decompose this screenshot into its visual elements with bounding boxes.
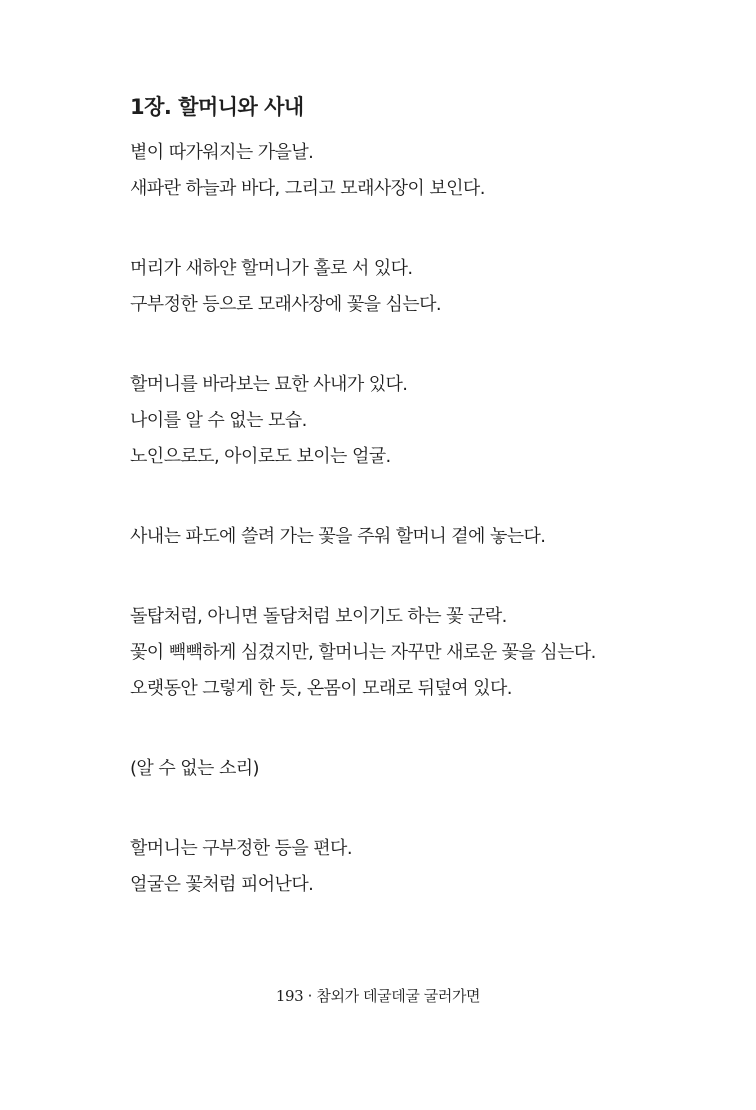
text-line: (알 수 없는 소리)	[130, 758, 259, 779]
text-line: 돌탑처럼, 아니면 돌담처럼 보이기도 하는 꽃 군락.	[130, 606, 507, 627]
stanza	[130, 831, 650, 903]
stanza-gap	[130, 207, 650, 251]
text-line: 새파란 하늘과 바다, 그리고 모래사장이 보인다.	[130, 178, 485, 199]
body-text	[130, 135, 650, 903]
stanza-gap	[130, 475, 650, 519]
chapter-title: 1장. 할머니와 사내	[130, 95, 304, 119]
text-line: 머리가 새하얀 할머니가 홀로 서 있다.	[130, 258, 413, 279]
text-line: 할머니는 구부정한 등을 편다.	[130, 838, 352, 859]
text-line: 오랫동안 그렇게 한 듯, 온몸이 모래로 뒤덮여 있다.	[130, 678, 512, 699]
stanza-gap	[130, 555, 650, 599]
stanza	[130, 599, 650, 707]
stanza	[130, 751, 650, 787]
stanza-gap	[130, 787, 650, 831]
text-line: 나이를 알 수 없는 모습.	[130, 410, 307, 431]
text-line: 할머니를 바라보는 묘한 사내가 있다.	[130, 374, 408, 395]
stanza-gap	[130, 707, 650, 751]
text-line: 꽃이 빽빽하게 심겼지만, 할머니는 자꾸만 새로운 꽃을 심는다.	[130, 642, 596, 663]
stanza	[130, 135, 650, 207]
page-footer	[0, 984, 756, 1008]
text-line: 얼굴은 꽃처럼 피어난다.	[130, 874, 314, 895]
stanza-gap	[130, 323, 650, 367]
stanza	[130, 251, 650, 323]
stanza	[130, 367, 650, 475]
book-title: 참외가 데굴데굴 굴러가면	[316, 987, 481, 1005]
footer-separator: ·	[307, 987, 313, 1005]
text-line: 사내는 파도에 쓸려 가는 꽃을 주워 할머니 곁에 놓는다.	[130, 526, 546, 547]
text-line: 구부정한 등으로 모래사장에 꽃을 심는다.	[130, 294, 442, 315]
text-line: 노인으로도, 아이로도 보이는 얼굴.	[130, 446, 391, 467]
page-number: 193	[275, 987, 304, 1005]
text-line: 볕이 따가워지는 가을날.	[130, 142, 314, 163]
stanza	[130, 519, 650, 555]
